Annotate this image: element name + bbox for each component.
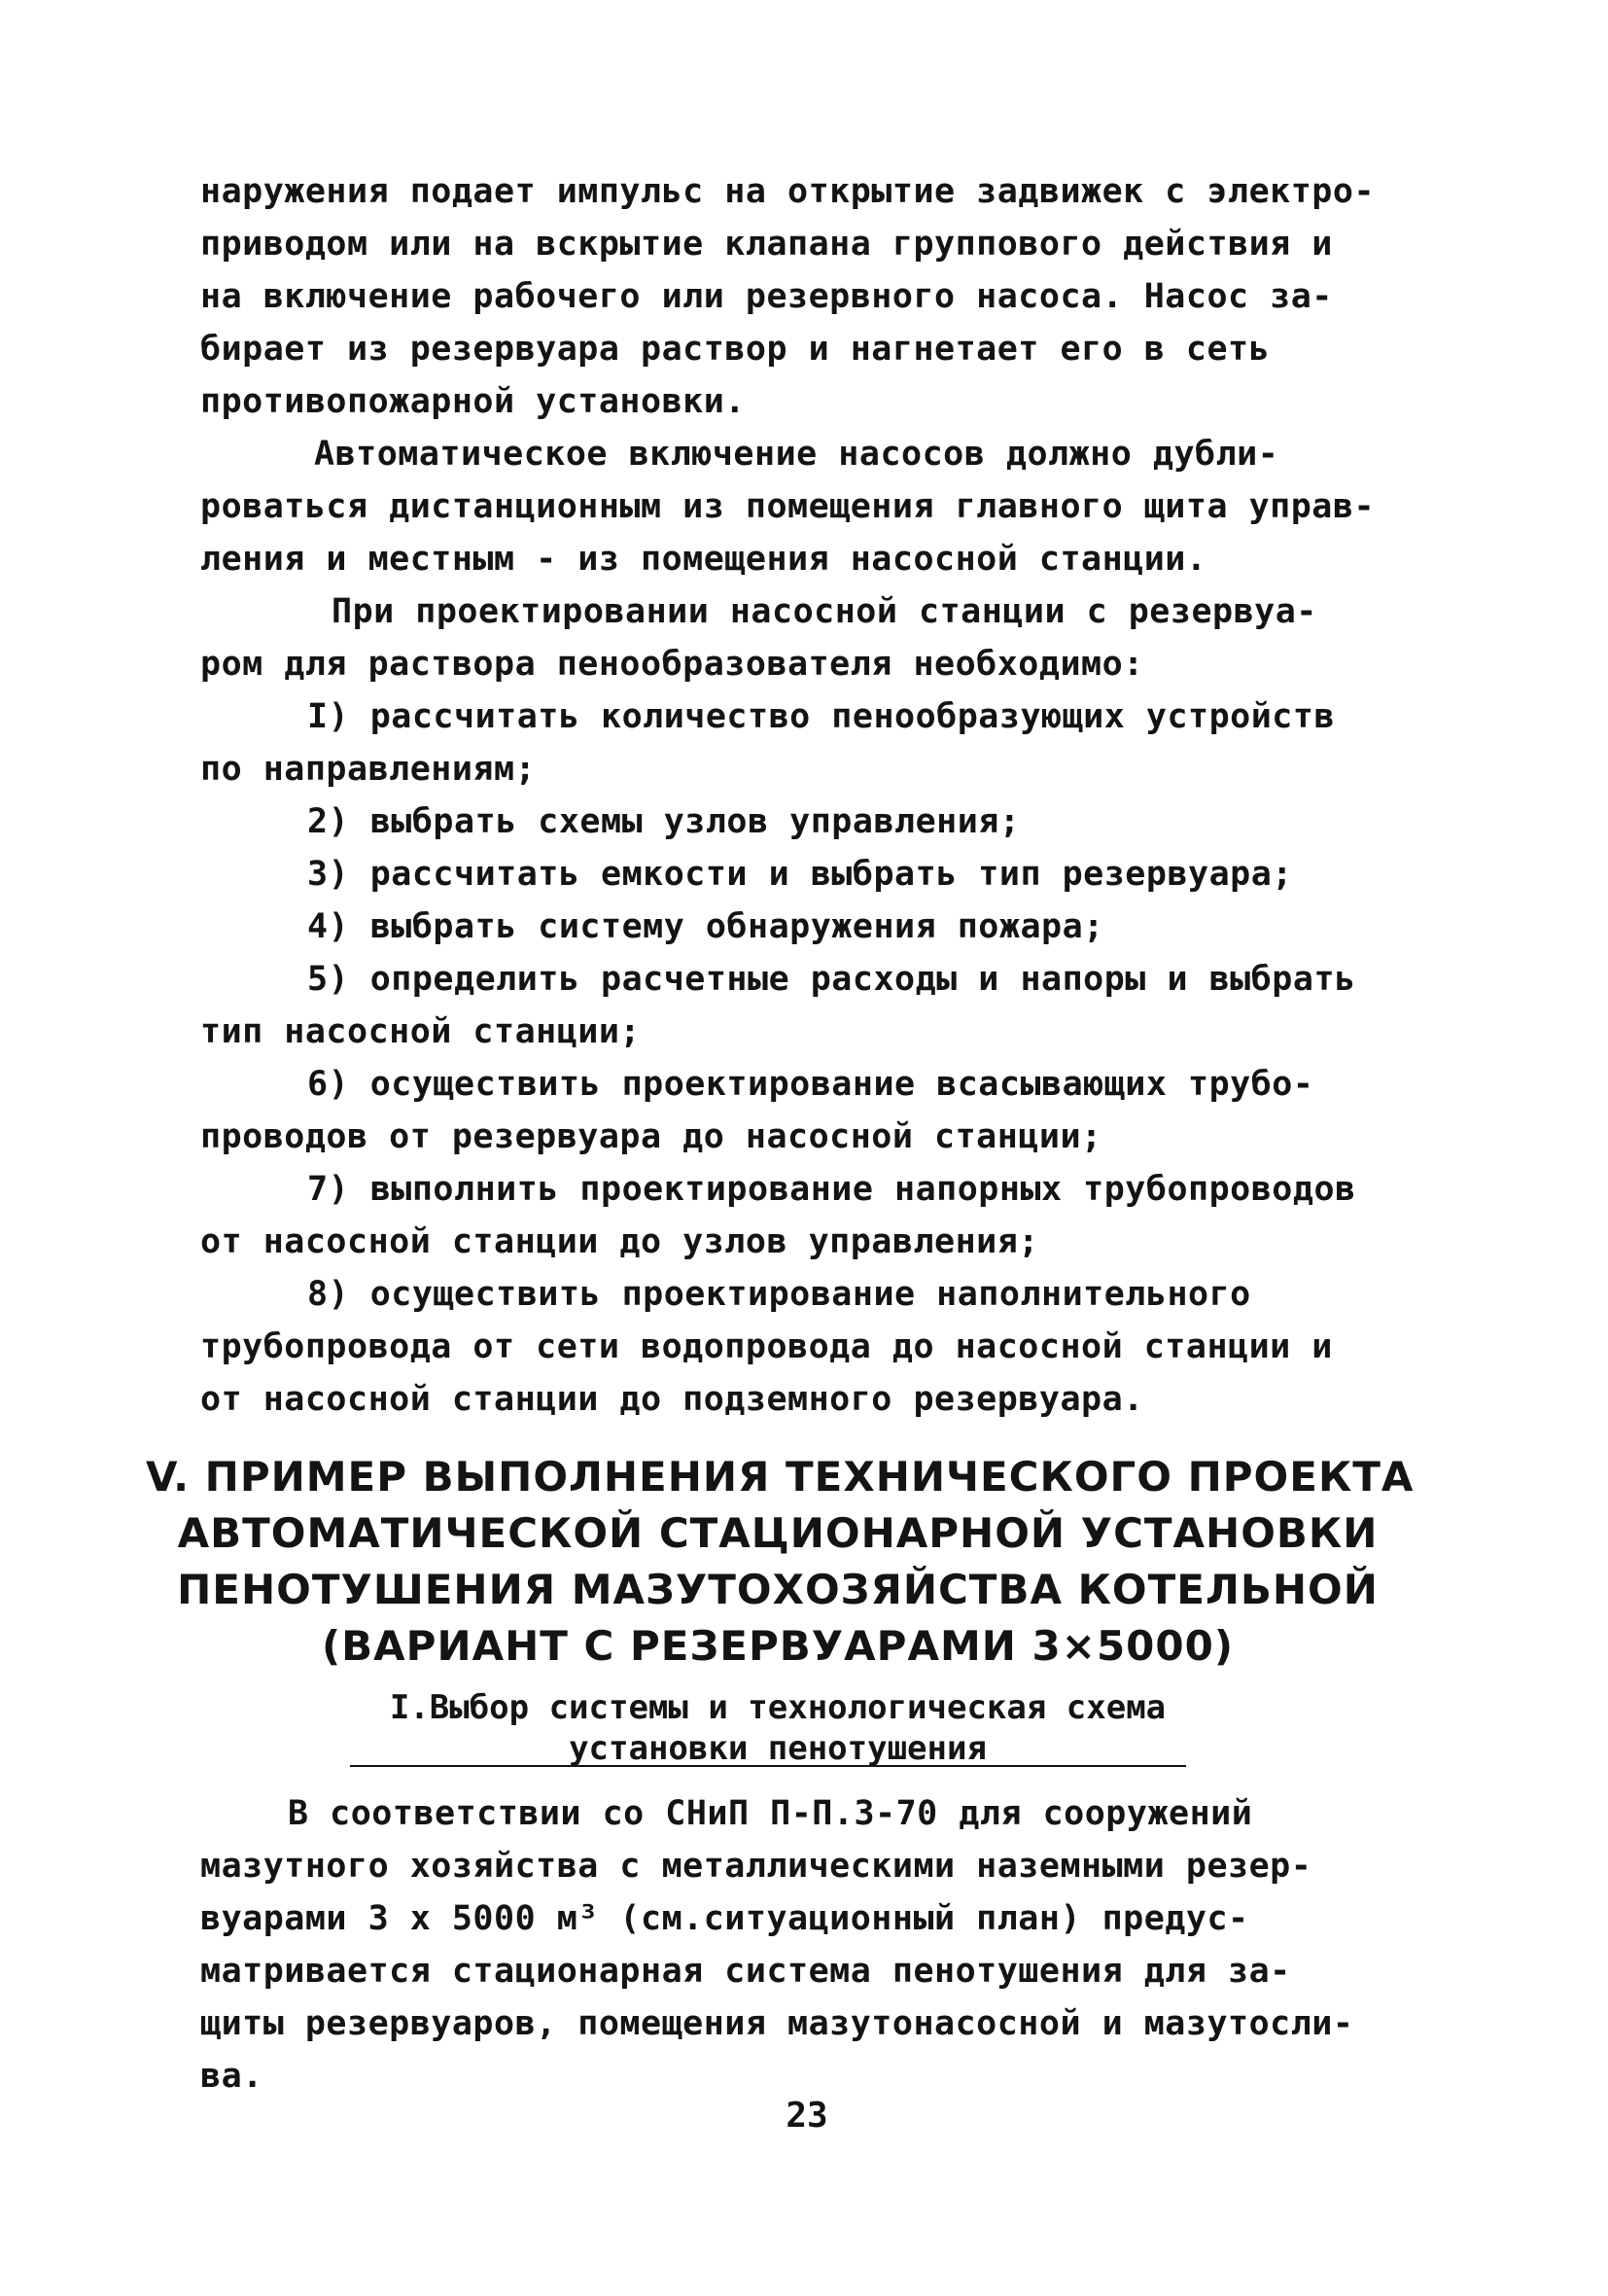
list-item-continuation: по направлениям; bbox=[200, 750, 537, 789]
text-line: бирает из резервуара раствор и нагнетает его в сеть bbox=[200, 330, 1271, 369]
heading-line: ПЕНОТУШЕНИЯ МАЗУТОХОЗЯЙСТВА КОТЕЛЬНОЙ bbox=[177, 1566, 1379, 1613]
text-line: приводом или на вскрытие клапана группового действия и bbox=[200, 225, 1333, 264]
list-item-continuation: тип насосной станции; bbox=[200, 1012, 642, 1051]
subheading-line: I.Выбор системы и технологическая схема bbox=[389, 1688, 1167, 1727]
intro-paragraph bbox=[200, 165, 1406, 1426]
list-item: 6) осуществить проектирование всасывающих трубо- bbox=[307, 1065, 1314, 1104]
underline-rule bbox=[350, 1765, 1186, 1767]
body-paragraph bbox=[200, 1787, 1406, 2102]
text-line: В соответствии со СНиП П-П.3-70 для сооружений bbox=[288, 1794, 1253, 1833]
list-item: 4) выбрать систему обнаружения пожара; bbox=[307, 907, 1104, 946]
list-item-continuation: трубопровода от сети водопровода до насосной станции и bbox=[200, 1327, 1333, 1366]
text-line: щиты резервуаров, помещения мазутонасосной и мазутосли- bbox=[200, 2004, 1354, 2043]
subsection-heading bbox=[350, 1687, 1206, 1769]
list-item-continuation: от насосной станции до подземного резервуара. bbox=[200, 1380, 1144, 1419]
list-item-continuation: проводов от резервуара до насосной станции; bbox=[200, 1117, 1102, 1156]
list-item: 3) рассчитать емкости и выбрать тип резервуара; bbox=[307, 855, 1293, 894]
section-heading bbox=[146, 1449, 1415, 1675]
text-line: Автоматическое включение насосов должно дубли- bbox=[314, 435, 1279, 474]
list-item-continuation: от насосной станции до узлов управления; bbox=[200, 1222, 1039, 1261]
heading-line: АВТОМАТИЧЕСКОЙ СТАЦИОНАРНОЙ УСТАНОВКИ bbox=[177, 1509, 1379, 1557]
text-line: ления и местным - из помещения насосной станции. bbox=[200, 540, 1207, 579]
text-line: мазутного хозяйства с металлическими наземными резер- bbox=[200, 1847, 1312, 1886]
page-number: 23 bbox=[786, 2096, 828, 2136]
heading-line: (ВАРИАНТ С РЕЗЕРВУАРАМИ 3×5000) bbox=[321, 1622, 1235, 1670]
text-line: роваться дистанционным из помещения главного щита управ- bbox=[200, 487, 1376, 526]
text-line: ром для раствора пенообразователя необходимо: bbox=[200, 645, 1144, 684]
text-line: матривается стационарная система пенотушения для за- bbox=[200, 1952, 1291, 1991]
subheading-line: установки пенотушения bbox=[569, 1729, 987, 1768]
text-line: наружения подает импульс на открытие задвижек с электро- bbox=[200, 172, 1376, 211]
list-item: 2) выбрать схемы узлов управления; bbox=[307, 802, 1021, 841]
text-line: При проектировании насосной станции с резервуа- bbox=[332, 592, 1317, 631]
list-item: 5) определить расчетные расходы и напоры и выбрать bbox=[307, 960, 1356, 999]
text-line: вуарами 3 х 5000 м³ (см.ситуационный план) предус- bbox=[200, 1899, 1249, 1938]
text-line: на включение рабочего или резервного насоса. Насос за- bbox=[200, 277, 1333, 316]
list-item: 8) осуществить проектирование наполнительного bbox=[307, 1275, 1251, 1314]
list-item: I) рассчитать количество пенообразующих устройств bbox=[307, 697, 1336, 736]
list-item: 7) выполнить проектирование напорных трубопроводов bbox=[307, 1170, 1356, 1209]
text-line: противопожарной установки. bbox=[200, 382, 746, 421]
heading-line: V. ПРИМЕР ВЫПОЛНЕНИЯ ТЕХНИЧЕСКОГО ПРОЕКТА bbox=[146, 1453, 1415, 1501]
text-line: ва. bbox=[200, 2057, 263, 2096]
